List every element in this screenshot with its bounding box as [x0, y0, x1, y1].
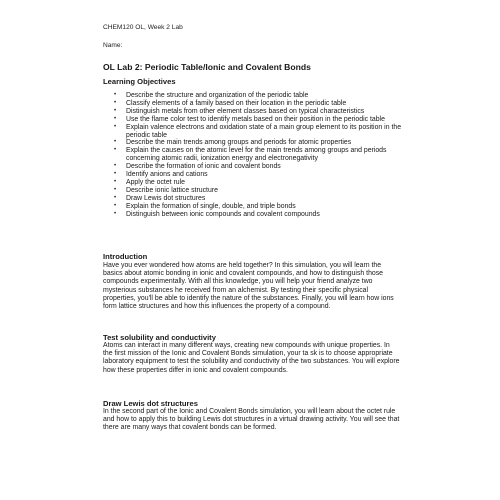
objectives-list	[114, 92, 414, 219]
introduction-heading: Introduction	[103, 252, 148, 261]
objective-item: • Describe the formation of ionic and covalent bonds	[114, 163, 281, 171]
objective-item: • Explain the formation of single, double, and triple bonds	[114, 202, 296, 210]
objective-item: • Draw Lewis dot structures	[114, 194, 206, 202]
course-line: CHEM120 OL, Week 2 Lab	[103, 24, 183, 31]
objective-item: • Distinguish metals from other element classes based on typical characteristics	[114, 107, 365, 115]
bullet-icon: •	[114, 92, 117, 98]
objective-item: • Describe the main trends among groups and periods for atomic properties	[114, 139, 352, 147]
bullet-icon: •	[114, 194, 117, 201]
objective-item: • Describe the structure and organization of the periodic table	[114, 92, 309, 99]
objective-item: • Explain valence electrons and oxidation state of a main group element to its position in the periodic table	[114, 123, 402, 139]
objective-item: • Explain the causes on the atomic level for the main trends among groups and periods concerning atomic radii, ionization energy and electronegativity	[114, 147, 387, 163]
objective-item: • Classify elements of a family based on their location in the periodic table	[114, 99, 347, 107]
solubility-text: Atoms can interact in many different ways, creating new compounds with unique properties. In the first mission of the Ionic and Covalent Bonds simulation, your ta sk is to choose appropriate laboratory equipment to test the solubility and conductivity of the two substances. You will explore how these properties differ in ionic and covalent compounds.	[103, 342, 400, 374]
bullet-icon: •	[114, 99, 117, 106]
bullet-icon: •	[114, 210, 117, 217]
bullet-icon: •	[114, 171, 117, 178]
bullet-icon: •	[114, 178, 117, 185]
bullet-icon: •	[114, 107, 117, 114]
bullet-icon: •	[114, 163, 117, 170]
name-label: Name:	[103, 42, 123, 49]
lewis-text: In the second part of the Ionic and Covalent Bonds simulation, you will learn about the octet rule and how to apply this to building Lewis dot structures in a virtual drawing activity. You will see that there are many ways that covalent bonds can be formed.	[103, 408, 400, 432]
solubility-heading: Test solubility and conductivity	[103, 333, 216, 342]
objective-item: • Apply the octet rule	[114, 178, 185, 186]
introduction-text: Have you ever wondered how atoms are held together? In this simulation, you will learn the basics about atomic bonding in ionic and covalent compounds, and how to distinguish those compounds experimentally. With all this knowledge, you will help your friend analyze two mysterious substances he received from an alchemist. By testing their specific physical properties, you'll be able to identify the nature of the substances. Finally, you will learn how ions form lattice structures and how this influences the property of a compound.	[103, 262, 394, 311]
lewis-heading: Draw Lewis dot structures	[103, 399, 198, 408]
bullet-icon: •	[114, 147, 117, 154]
objectives-heading: Learning Objectives	[103, 77, 176, 86]
objective-item: • Describe ionic lattice structure	[114, 186, 218, 194]
bullet-icon: •	[114, 139, 117, 146]
lab-title: OL Lab 2: Periodic Table/Ionic and Covalent Bonds	[103, 62, 311, 72]
objective-item: • Distinguish between ionic compounds and covalent compounds	[114, 210, 320, 218]
objective-item: • Identify anions and cations	[114, 171, 208, 179]
bullet-icon: •	[114, 115, 117, 122]
objective-item: • Use the flame color test to identify metals based on their position in the periodic table	[114, 115, 385, 123]
bullet-icon: •	[114, 123, 117, 130]
bullet-icon: •	[114, 186, 117, 193]
bullet-icon: •	[114, 202, 117, 209]
